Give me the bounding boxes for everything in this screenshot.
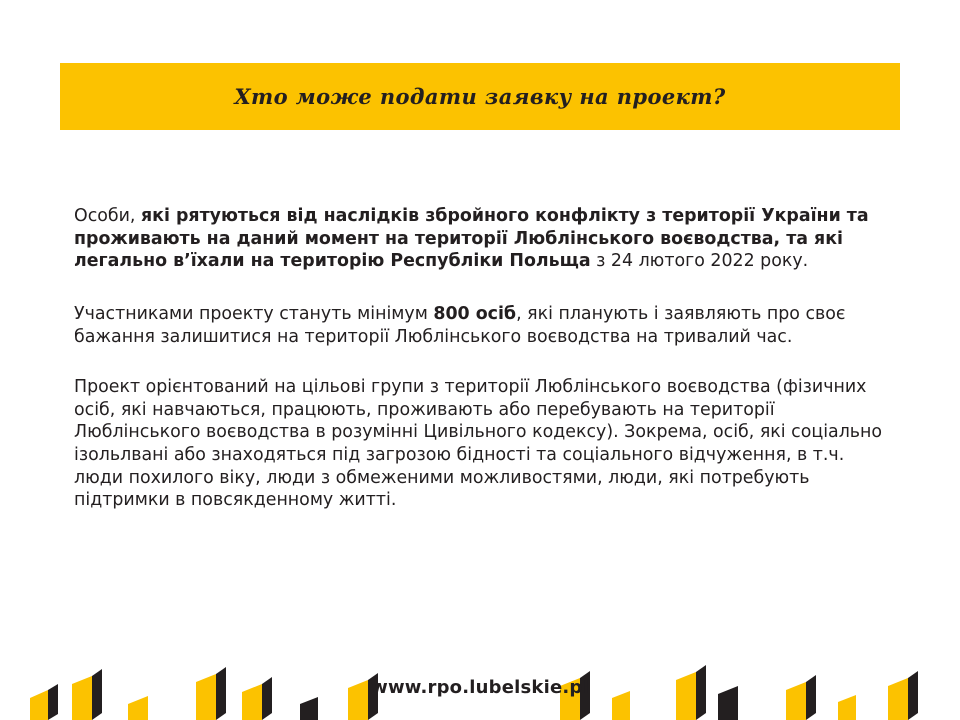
text-run: , які планують і заявляють про своє бажання залишитися на території Люблінського воєводства на тривалий час. [74,303,846,347]
paragraph-target-groups [74,376,886,512]
text-run: 800 осіб [433,303,517,324]
title-banner [60,63,900,130]
paragraph-eligibility [74,205,886,273]
footer-decoration [0,620,960,720]
footer-url: www.rpo.lubelskie.pl [371,677,589,698]
text-run: з 24 лютого 2022 року. [590,251,809,272]
text-run: Участниками проекту стануть мінімум [74,303,434,324]
text-run: які рятуються від наслідків збройного конфлікту з території України та проживають на даний момент на території Люблінського воєводства, та які легально в’їхали на територію Республіки Польща [74,206,869,272]
slide-body [74,205,886,512]
footer-shapes-icon [0,620,960,720]
page-title: Хто може подати заявку на проект? [234,84,726,109]
text-run: Особи, [74,206,141,226]
paragraph-participants [74,303,886,348]
text-run: Проект орієнтований на цільові групи з території Люблінського воєводства (фізичних осіб, які навчаються, працюють, проживають або перебувають на території Люблінського воєводства в розумінні Цивільного кодексу). Зокрема, осіб, які соціально ізольлвані або знаходяться під загрозою бідності та соціального відчуження, в т.ч. люди похилого віку, люди з обмеженими можливостями, люди, які потребують підтримки в повсякденному житті. [74,377,883,511]
